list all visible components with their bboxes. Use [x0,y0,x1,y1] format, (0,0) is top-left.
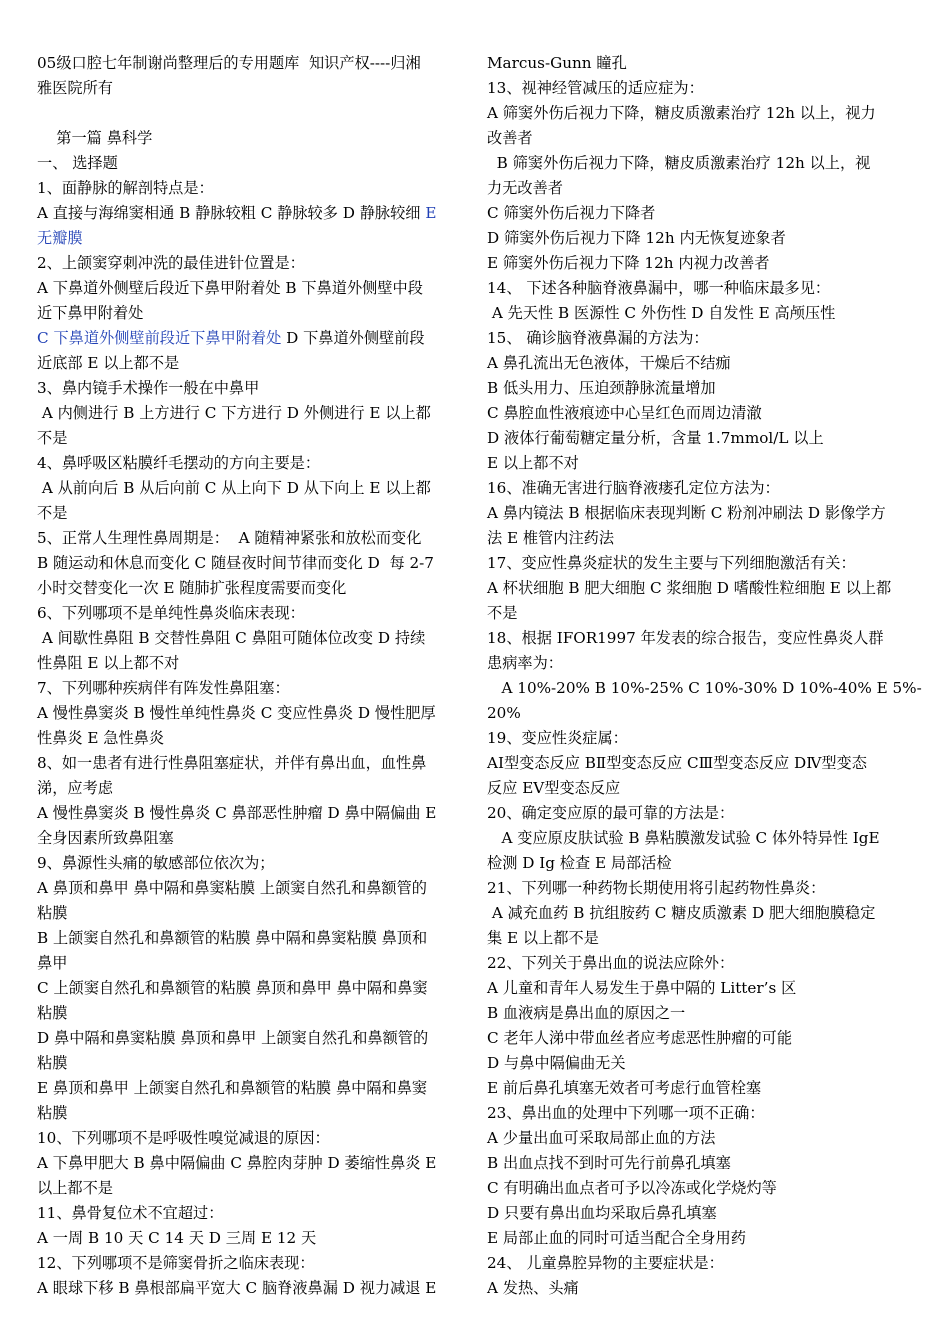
line-text: B 筛窦外伤后视力下降，糖皮质激素治疗 12h 以上，视 [487,154,871,172]
line-text: A 少量出血可采取局部止血的方法 [487,1129,716,1147]
line-text: 8、如一患者有进行性鼻阻塞症状，并伴有鼻出血，血性鼻 [37,754,427,772]
line-text: A 鼻内镜法 B 根据临床表现判断 C 粉剂冲刷法 D 影像学方 [487,504,886,522]
text-line [37,526,465,551]
line-text: C 有明确出血点者可予以冷冻或化学烧灼等 [487,1179,777,1197]
text-line [487,301,915,326]
line-text: 力无改善者 [487,179,563,197]
line-text: AⅠ型变态反应 BⅡ型变态反应 CⅢ型变态反应 DⅣ型变态 [487,754,867,772]
text-line [37,551,465,576]
text-line [487,551,915,576]
line-text: 不是 [37,504,68,522]
text-line [37,776,465,801]
text-line [487,1276,915,1301]
line-text: 患病率为： [487,654,563,672]
text-line [37,401,465,426]
text-line [487,626,915,651]
highlighted-answer: 无瓣膜 [37,229,83,247]
text-line [37,926,465,951]
text-line [37,326,465,351]
line-text: A 发热、头痛 [487,1279,579,1297]
line-text: 19、变应性炎症属： [487,729,628,747]
text-line [37,1051,465,1076]
text-line [487,526,915,551]
line-text: A 内侧进行 B 上方进行 C 下方进行 D 外侧进行 E 以上都 [37,404,431,422]
text-line [37,1176,465,1201]
line-text: 以上都不是 [37,1179,113,1197]
line-text: D 只要有鼻出血均采取后鼻孔填塞 [487,1204,717,1222]
line-text: 性鼻炎 E 急性鼻炎 [37,729,165,747]
line-text: B 上颌窦自然孔和鼻额管的粘膜 鼻中隔和鼻窦粘膜 鼻顶和 [37,929,428,947]
line-text: 粘膜 [37,1054,68,1072]
line-text: A 慢性鼻窦炎 B 慢性鼻炎 C 鼻部恶性肿瘤 D 鼻中隔偏曲 E [37,804,437,822]
line-text: A 直接与海绵窦相通 B 静脉较粗 C 静脉较多 D 静脉较细 [37,204,426,222]
text-line [37,301,465,326]
text-line [487,426,915,451]
text-line [487,901,915,926]
text-line [487,176,915,201]
text-line [487,726,915,751]
line-text: 4、鼻呼吸区粘膜纤毛摆动的方向主要是： [37,454,321,472]
text-line [37,701,465,726]
line-text: E 以上都不对 [487,454,579,472]
line-text: A 眼球下移 B 鼻根部扁平宽大 C 脑脊液鼻漏 D 视力减退 E [37,1279,437,1297]
text-line [487,1251,915,1276]
line-text: 不是 [37,429,68,447]
text-line [37,826,465,851]
text-line [487,1101,915,1126]
text-line [487,251,915,276]
line-text: 17、变应性鼻炎症状的发生主要与下列细胞激活有关： [487,554,856,572]
line-text: 05级口腔七年制谢尚整理后的专用题库 知识产权----归湘 [37,54,421,72]
text-line [37,101,465,126]
text-line [487,1226,915,1251]
text-line [487,826,915,851]
text-line [37,176,465,201]
line-text: 21、下列哪一种药物长期使用将引起药物性鼻炎： [487,879,826,897]
line-text: A 杯状细胞 B 肥大细胞 C 浆细胞 D 嗜酸性粒细胞 E 以上都 [487,579,892,597]
highlighted-answer: C 下鼻道外侧壁前段近下鼻甲附着处 [37,329,282,347]
line-text: 10、下列哪项不是呼吸性嗅觉减退的原因： [37,1129,330,1147]
text-line [487,1201,915,1226]
text-line [37,151,465,176]
line-text: 20% [487,704,521,722]
text-line [37,851,465,876]
text-line [487,601,915,626]
text-line [37,1151,465,1176]
text-line [37,126,465,151]
line-text: D 与鼻中隔偏曲无关 [487,1054,626,1072]
text-line [487,676,922,701]
text-line [37,426,465,451]
line-text: 近底部 E 以上都不是 [37,354,180,372]
text-line [487,951,915,976]
line-text: 改善者 [487,129,533,147]
text-line [37,351,465,376]
line-text: A 筛窦外伤后视力下降，糖皮质激素治疗 12h 以上，视力 [487,104,876,122]
line-text: 小时交替变化一次 E 随肺扩张程度需要而变化 [37,579,347,597]
line-text: 9、鼻源性头痛的敏感部位依次为； [37,854,275,872]
line-text: B 血液病是鼻出血的原因之一 [487,1004,686,1022]
line-text: D 鼻中隔和鼻窦粘膜 鼻顶和鼻甲 上颌窦自然孔和鼻额管的 [37,1029,429,1047]
text-line [487,701,915,726]
line-text: 3、鼻内镜手术操作一般在中鼻甲 [37,379,260,397]
text-line [487,1151,915,1176]
line-text: 14、 下述各种脑脊液鼻漏中，哪一种临床最多见： [487,279,831,297]
text-line [487,501,915,526]
line-text: 20、确定变应原的最可靠的方法是： [487,804,735,822]
text-line [37,801,465,826]
line-text: 24、 儿童鼻腔异物的主要症状是： [487,1254,724,1272]
line-text: 鼻甲 [37,954,68,972]
text-line [37,1076,465,1101]
line-text: 5、正常人生理性鼻周期是： A 随精神紧张和放松而变化 [37,529,422,547]
text-line [487,976,915,1001]
text-line [37,201,465,226]
line-text: E 鼻顶和鼻甲 上颌窦自然孔和鼻额管的粘膜 鼻中隔和鼻窦 [37,1079,428,1097]
line-text: 集 E 以上都不是 [487,929,599,947]
text-line [37,651,465,676]
text-line [37,226,465,251]
text-line [487,1176,915,1201]
line-text: 粘膜 [37,1004,68,1022]
text-line [37,476,465,501]
left-column [37,51,465,1301]
line-text: E 局部止血的同时可适当配合全身用药 [487,1229,746,1247]
text-line [487,651,915,676]
line-text: A 一周 B 10 天 C 14 天 D 三周 E 12 天 [37,1229,317,1247]
text-line [37,576,465,601]
text-line [487,1001,915,1026]
line-text: A 变应原皮肤试验 B 鼻粘膜激发试验 C 体外特异性 IgE [487,829,880,847]
line-text: A 从前向后 B 从后向前 C 从上向下 D 从下向上 E 以上都 [37,479,431,497]
right-column [487,51,922,1301]
text-line [487,376,915,401]
line-text: D 液体行葡萄糖定量分析，含量 1.7mmol/L 以上 [487,429,824,447]
line-text: B 出血点找不到时可先行前鼻孔填塞 [487,1154,731,1172]
line-text: 不是 [487,604,518,622]
line-text: 23、鼻出血的处理中下列哪一项不正确： [487,1104,765,1122]
line-text: 1、面静脉的解剖特点是： [37,179,214,197]
text-line [487,101,915,126]
text-line [37,276,465,301]
text-line [487,751,915,776]
text-line [37,51,465,76]
text-line [487,576,915,601]
line-text: 一、 选择题 [37,154,118,172]
line-text: A 间歇性鼻阻 B 交替性鼻阻 C 鼻阻可随体位改变 D 持续 [37,629,426,647]
text-line [37,1201,465,1226]
line-text: 第一篇 鼻科学 [37,129,153,147]
line-text: B 随运动和休息而变化 C 随昼夜时间节律而变化 D 每 2-7 [37,554,434,572]
line-text: A 10%-20% B 10%-25% C 10%-30% D 10%-40% E 5%- [487,679,922,697]
line-text: A 下鼻道外侧壁后段近下鼻甲附着处 B 下鼻道外侧壁中段 [37,279,423,297]
line-text: 15、 确诊脑脊液鼻漏的方法为： [487,329,709,347]
text-line [487,201,915,226]
line-text: E 筛窦外伤后视力下降 12h 内视力改善者 [487,254,770,272]
text-line [37,626,465,651]
line-text: A 下鼻甲肥大 B 鼻中隔偏曲 C 鼻腔肉芽肿 D 萎缩性鼻炎 E [37,1154,437,1172]
line-text: 检测 D Ig 检查 E 局部活检 [487,854,672,872]
text-line [37,251,465,276]
line-text: A 鼻顶和鼻甲 鼻中隔和鼻窦粘膜 上颌窦自然孔和鼻额管的 [37,879,427,897]
text-line [487,876,915,901]
line-text: C 老年人涕中带血丝者应考虑恶性肿瘤的可能 [487,1029,793,1047]
text-line [37,726,465,751]
text-line [487,51,915,76]
line-text: D 下鼻道外侧壁前段 [281,329,425,347]
line-text: 7、下列哪种疾病伴有阵发性鼻阻塞： [37,679,290,697]
line-text: 6、下列哪项不是单纯性鼻炎临床表现： [37,604,305,622]
line-text: B 低头用力、压迫颈静脉流量增加 [487,379,716,397]
text-line [487,401,915,426]
text-line [487,151,915,176]
text-line [37,876,465,901]
text-line [487,451,915,476]
text-line [487,1026,915,1051]
line-text: 18、根据 IFOR1997 年发表的综合报告，变应性鼻炎人群 [487,629,884,647]
text-line [487,1126,915,1151]
text-line [487,276,915,301]
line-text: 涕，应考虑 [37,779,113,797]
line-text: 粘膜 [37,1104,68,1122]
text-line [37,1126,465,1151]
line-text: Marcus-Gunn 瞳孔 [487,54,627,72]
line-text: C 鼻腔血性液痕迹中心呈红色而周边清澈 [487,404,762,422]
line-text: 12、下列哪项不是筛窦骨折之临床表现： [37,1254,315,1272]
text-line [487,851,915,876]
highlighted-answer: E [425,204,437,222]
text-line [487,76,915,101]
line-text: 法 E 椎管内注药法 [487,529,615,547]
text-line [37,1226,465,1251]
text-line [487,126,915,151]
line-text: 2、上颌窦穿刺冲洗的最佳进针位置是： [37,254,305,272]
text-line [37,1001,465,1026]
text-line [487,926,915,951]
text-line [37,601,465,626]
text-line [37,976,465,1001]
text-line [37,951,465,976]
text-line [37,751,465,776]
line-text: 22、下列关于鼻出血的说法应除外： [487,954,735,972]
line-text: A 鼻孔流出无色液体，干燥后不结痂 [487,354,731,372]
text-line [37,676,465,701]
line-text: D 筛窦外伤后视力下降 12h 内无恢复迹象者 [487,229,786,247]
text-line [487,351,915,376]
text-line [37,76,465,101]
line-text: 16、准确无害进行脑脊液瘘孔定位方法为： [487,479,780,497]
text-line [487,476,915,501]
text-line [37,1026,465,1051]
line-text: 13、视神经管减压的适应症为： [487,79,704,97]
line-text: A 先天性 B 医源性 C 外伤性 D 自发性 E 高颅压性 [487,304,836,322]
text-line [487,1076,915,1101]
line-text: A 儿童和青年人易发生于鼻中隔的 Litter’s 区 [487,979,797,997]
line-text: 近下鼻甲附着处 [37,304,144,322]
line-text: 11、鼻骨复位术不宜超过： [37,1204,224,1222]
line-text: C 上颌窦自然孔和鼻额管的粘膜 鼻顶和鼻甲 鼻中隔和鼻窦 [37,979,428,997]
text-line [487,326,915,351]
text-line [37,451,465,476]
text-line [37,901,465,926]
text-line [487,226,915,251]
line-text: 雅医院所有 [37,79,113,97]
line-text: 性鼻阻 E 以上都不对 [37,654,180,672]
text-line [487,1051,915,1076]
text-line [37,1101,465,1126]
line-text: 粘膜 [37,904,68,922]
text-line [37,501,465,526]
line-text: A 慢性鼻窦炎 B 慢性单纯性鼻炎 C 变应性鼻炎 D 慢性肥厚 [37,704,436,722]
text-line [37,1276,465,1301]
line-text: C 筛窦外伤后视力下降者 [487,204,656,222]
line-text: 反应 EⅤ型变态反应 [487,779,621,797]
text-line [487,801,915,826]
line-text: 全身因素所致鼻阻塞 [37,829,174,847]
line-text: A 减充血药 B 抗组胺药 C 糖皮质激素 D 肥大细胞膜稳定 [487,904,876,922]
line-text: E 前后鼻孔填塞无效者可考虑行血管栓塞 [487,1079,762,1097]
text-line [37,376,465,401]
text-line [37,1251,465,1276]
text-line [487,776,915,801]
